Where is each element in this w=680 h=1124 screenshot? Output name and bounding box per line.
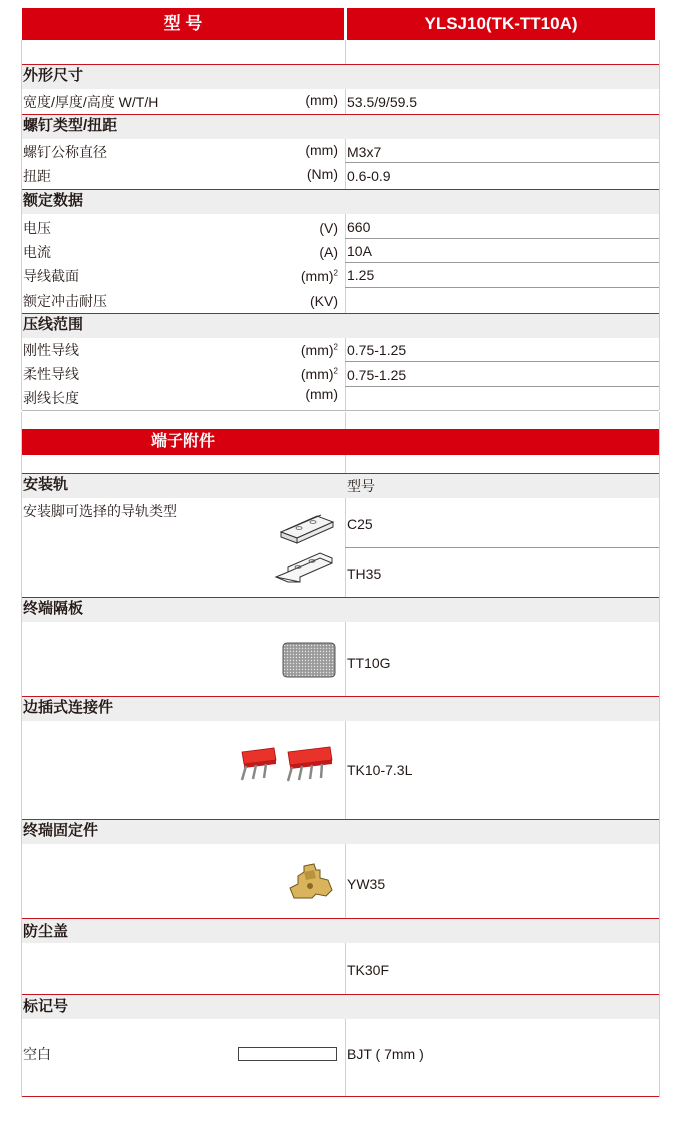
right-border-bottom [659,412,660,1097]
spec-unit: (mm) [305,386,338,402]
spec-label: 电压 [23,220,51,236]
bottom-line [22,1096,659,1097]
spec-unit-text: (mm) [300,342,334,358]
dust-cover-model: TK30F [347,962,390,978]
rail-model: C25 [347,516,373,532]
section-title-wire-range: 压线范围 [23,316,84,333]
spec-value: 0.6-0.9 [347,168,391,184]
end-plate-model: TT10G [347,655,391,671]
spec-value: 0.75-1.25 [347,342,407,358]
spec-unit: (V) [319,220,338,236]
spec-label: 电流 [23,244,51,260]
top-hat-rail-icon [274,549,338,587]
row-line [345,238,659,239]
spec-unit [260,340,338,360]
spec-label: 螺钉公称直径 [23,144,107,160]
section-title-rated: 额定数据 [23,192,84,209]
spec-label: 额定冲击耐压 [23,293,107,309]
rail-model: TH35 [347,566,382,582]
rail-model-header: 型号 [347,478,375,494]
section-line-jumper [22,696,659,697]
section-bg-jumper [22,696,659,721]
jumper-model: TK10-7.3L [347,762,413,778]
section-bg-rated [22,189,659,214]
section-bg-rail [22,473,659,498]
spec-label: 宽度/厚度/高度 W/T/H [23,94,159,110]
accessories-title: 端子附件 [150,433,215,450]
section-bg-end-stop [22,819,659,844]
table-end-line [22,410,659,411]
spec-label: 导线截面 [23,268,79,284]
section-bg-dimensions [22,64,659,89]
section-line-dust-cover [22,918,659,919]
model-label: 型 号 [163,14,203,33]
center-divider-top [345,40,346,410]
section-line-end-stop [22,819,659,820]
spec-unit: (mm) [305,142,338,158]
row-line [345,361,659,362]
spec-label: 刚性导线 [23,342,79,358]
section-title-dust-cover: 防尘盖 [23,923,69,940]
marker-strip-icon [238,1047,337,1061]
section-line-dimensions [22,64,659,65]
left-border-top [21,40,22,410]
section-line-rail [22,473,659,474]
section-title-jumper: 边插式连接件 [23,699,114,716]
section-line-rated [22,189,659,190]
spec-unit: (mm) [305,92,338,108]
spec-unit-text: (mm) [300,366,334,382]
spec-unit-sup: 2 [333,366,338,376]
section-line-wire-range [22,313,659,314]
model-value: YLSJ10(TK-TT10A) [424,14,578,33]
row-line [345,162,659,163]
end-plate-icon [280,641,338,679]
jumper-bar-icon [236,746,338,786]
row-line [345,547,659,548]
right-border-top [659,40,660,410]
spec-unit [260,266,338,286]
spec-value: 660 [347,219,371,235]
spec-value: 1.25 [347,267,375,283]
section-bg-screw [22,114,659,139]
row-line [345,262,659,263]
spec-label: 柔性导线 [23,366,79,382]
spec-label: 扭距 [23,168,51,184]
section-title-marker: 标记号 [23,998,69,1015]
section-title-rail: 安装轨 [23,476,69,493]
section-title-screw: 螺钉类型/扭距 [23,117,118,134]
row-line [345,386,659,387]
spec-unit-sup: 2 [333,342,338,352]
rail-label: 安装脚可选择的导轨类型 [23,503,177,519]
spec-unit: (Nm) [306,166,338,182]
spec-value: M3x7 [347,144,382,160]
section-line-screw [22,114,659,115]
section-title-dimensions: 外形尺寸 [23,67,84,84]
end-stop-model: YW35 [347,876,386,892]
marker-model: BJT ( 7mm ) [347,1046,424,1062]
spec-unit: (KV) [310,293,338,309]
spec-unit-sup: 2 [333,268,338,278]
section-bg-dust-cover [22,918,659,943]
section-bg-wire-range [22,313,659,338]
section-line-end-plate [22,597,659,598]
section-line-marker [22,994,659,995]
section-bg-end-plate [22,597,659,622]
section-title-end-stop: 终瑞固定件 [23,822,99,839]
section-title-end-plate: 终端隔板 [23,600,84,617]
spec-value: 53.5/9/59.5 [347,94,418,110]
spec-unit: (A) [319,244,338,260]
marker-label: 空白 [23,1046,51,1062]
spec-value: 10A [347,243,372,259]
spec-unit [260,364,338,384]
end-stop-icon [286,862,336,902]
row-line [345,287,659,288]
spec-unit-text: (mm) [300,268,334,284]
spec-label: 剥线长度 [23,390,79,406]
section-bg-marker [22,994,659,1019]
spec-value: 0.75-1.25 [347,367,407,383]
c-rail-icon [277,510,337,546]
